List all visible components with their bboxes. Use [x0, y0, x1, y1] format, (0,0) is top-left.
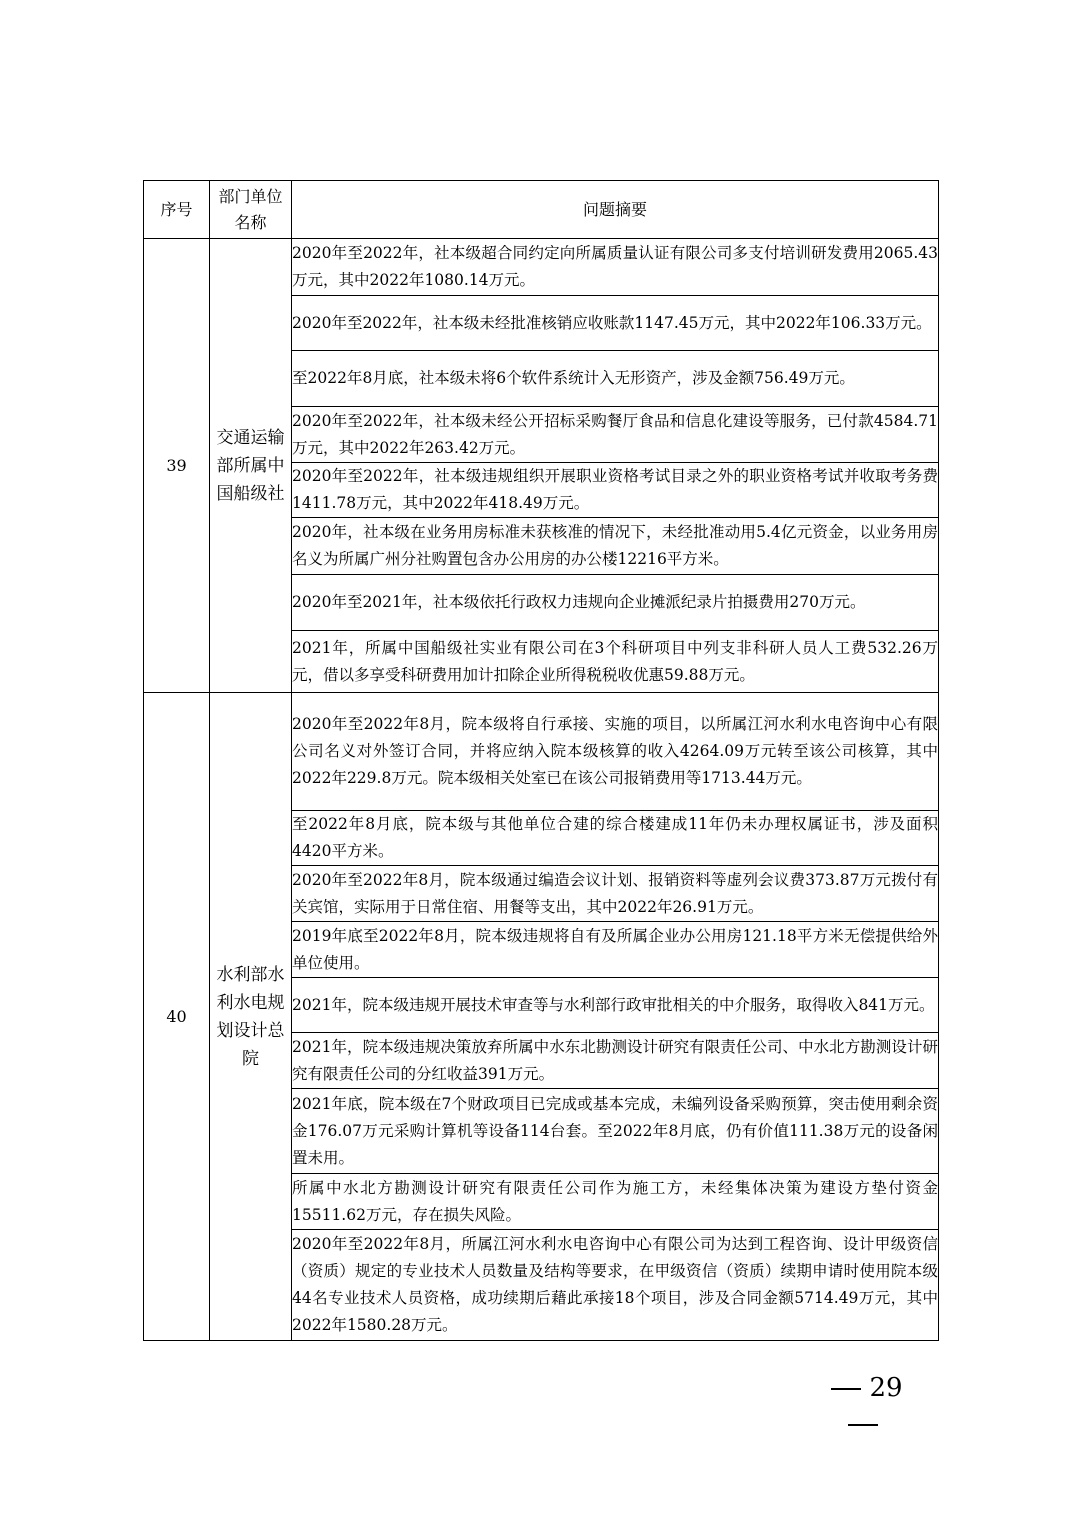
issue-cell: 2020年至2022年，社本级未经批准核销应收账款1147.45万元，其中2022年106.33万元。	[292, 296, 939, 351]
issue-cell: 至2022年8月底，社本级未将6个软件系统计入无形资产，涉及金额756.49万元。	[292, 351, 939, 407]
page-number-text: 29	[869, 1373, 903, 1403]
dept-line: 国船级社	[216, 483, 285, 504]
issue-cell: 2021年，院本级违规开展技术审查等与水利部行政审批相关的中介服务，取得收入841万元。	[292, 978, 939, 1033]
page-number	[808, 1370, 918, 1406]
issue-cell: 2020年，社本级在业务用房标准未获核准的情况下，未经批准动用5.4亿元资金，以业务用房名义为所属广州分社购置包含办公用房的办公楼12216平方米。	[292, 518, 939, 575]
issue-cell: 2021年底，院本级在7个财政项目已完成或基本完成，未编列设备采购预算，突击使用剩余资金176.07万元采购计算机等设备114台套。至2022年8月底，仍有价值111.38万元的设备闲置未用。	[292, 1089, 939, 1174]
dept-line: 水利部水	[216, 964, 285, 985]
page-dash-left	[831, 1388, 861, 1390]
issue-cell: 2020年至2021年，社本级依托行政权力违规向企业摊派纪录片拍摄费用270万元。	[292, 575, 939, 631]
issue-cell: 2019年底至2022年8月，院本级违规将自有及所属企业办公用房121.18平方米无偿提供给外单位使用。	[292, 922, 939, 978]
issue-cell: 所属中水北方勘测设计研究有限责任公司作为施工方，未经集体决策为建设方垫付资金15511.62万元，存在损失风险。	[292, 1174, 939, 1230]
table-header-row	[144, 181, 939, 239]
dept-line: 利水电规	[216, 992, 285, 1013]
issue-cell: 2020年至2022年8月，院本级通过编造会议计划、报销资料等虚列会议费373.87万元拨付有关宾馆，实际用于日常住宿、用餐等支出，其中2022年26.91万元。	[292, 866, 939, 922]
issue-cell: 2020年至2022年8月，院本级将自行承接、实施的项目，以所属江河水利水电咨询中心有限公司名义对外签订合同，并将应纳入院本级核算的收入4264.09万元转至该公司核算，其中2022年229.8万元。院本级相关处室已在该公司报销费用等1713.44万元。	[292, 693, 939, 811]
header-dept-line2: 名称	[234, 212, 267, 232]
issue-cell: 2020年至2022年，社本级未经公开招标采购餐厅食品和信息化建设等服务，已付款4584.71万元，其中2022年263.42万元。	[292, 407, 939, 463]
issue-cell: 2021年，所属中国船级社实业有限公司在3个科研项目中列支非科研人员人工费532.26万元，借以多享受科研费用加计扣除企业所得税税收优惠59.88万元。	[292, 631, 939, 693]
issue-cell: 至2022年8月底，院本级与其他单位合建的综合楼建成11年仍未办理权属证书，涉及面积4420平方米。	[292, 811, 939, 866]
header-seq: 序号	[144, 181, 210, 239]
seq-cell: 39	[144, 239, 210, 693]
header-dept-line1: 部门单位	[218, 186, 283, 206]
table-row	[144, 239, 939, 296]
issue-cell: 2021年，院本级违规决策放弃所属中水东北勘测设计研究有限责任公司、中水北方勘测设计研究有限责任公司的分红收益391万元。	[292, 1033, 939, 1089]
audit-issues-table	[143, 180, 939, 1341]
header-dept	[210, 181, 292, 239]
seq-cell: 40	[144, 693, 210, 1341]
table-row	[144, 693, 939, 811]
dept-line: 部所属中	[216, 455, 285, 476]
dept-cell	[210, 239, 292, 693]
dept-cell	[210, 693, 292, 1341]
header-summary: 问题摘要	[292, 181, 939, 239]
dept-line: 划设计总	[216, 1020, 285, 1041]
dept-line: 院	[242, 1048, 259, 1069]
issue-cell: 2020年至2022年，社本级超合同约定向所属质量认证有限公司多支付培训研发费用2065.43万元，其中2022年1080.14万元。	[292, 239, 939, 296]
dept-line: 交通运输	[216, 427, 285, 448]
issue-cell: 2020年至2022年8月，所属江河水利水电咨询中心有限公司为达到工程咨询、设计甲级资信（资质）规定的专业技术人员数量及结构等要求，在甲级资信（资质）续期申请时使用院本级44名专业技术人员资格，成功续期后藉此承接18个项目，涉及合同金额5714.49万元，其中2022年1580.28万元。	[292, 1230, 939, 1341]
issue-cell: 2020年至2022年，社本级违规组织开展职业资格考试目录之外的职业资格考试并收取考务费1411.78万元，其中2022年418.49万元。	[292, 463, 939, 518]
page-dash-right	[848, 1424, 878, 1426]
